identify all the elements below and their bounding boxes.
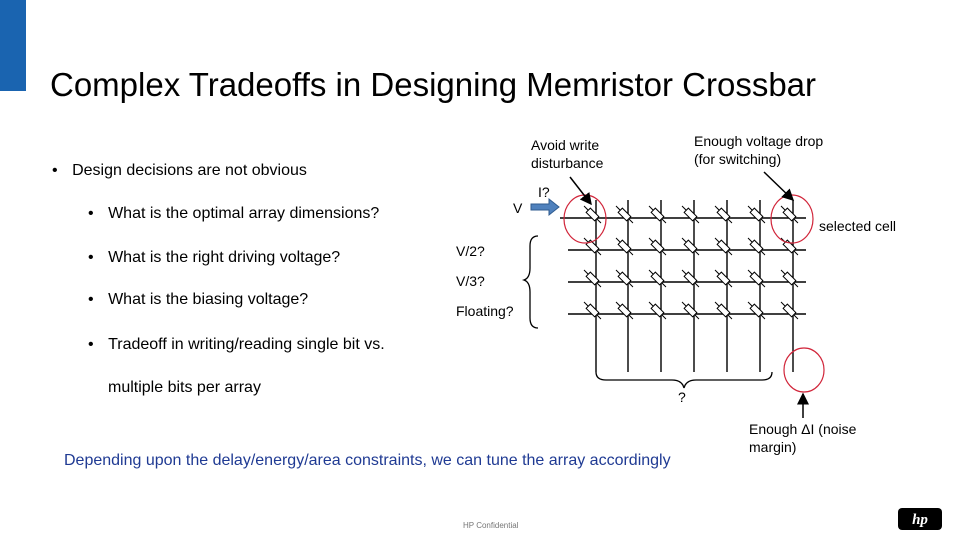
memristor-cell [647, 300, 668, 321]
bullet-marker: • [88, 291, 94, 308]
bullet-marker: • [88, 336, 94, 353]
output-column-circle [784, 348, 824, 392]
memristor-cell [614, 300, 635, 321]
column-question-label: ? [678, 389, 686, 405]
memristor-cell [779, 236, 800, 257]
memristor-cell [713, 204, 734, 225]
crossbar-grid [560, 200, 806, 372]
memristor-cell [647, 204, 668, 225]
memristor-cell [746, 300, 767, 321]
column-brace [596, 372, 772, 388]
row-brace [524, 236, 538, 328]
bullet-marker: • [88, 249, 94, 266]
memristor-cell [582, 204, 603, 225]
conclusion-text: Depending upon the delay/energy/area constraints, we can tune the array accordingly [64, 452, 671, 469]
input-arrow-icon [531, 199, 559, 215]
bullet-text: What is the optimal array dimensions? [108, 205, 380, 222]
selected-cell-circle-left [564, 195, 606, 243]
memristor-cell [779, 268, 800, 289]
footer-confidential: HP Confidential [463, 521, 519, 530]
memristor-cell [746, 204, 767, 225]
bullet-text: Tradeoff in writing/reading single bit vs. [108, 336, 385, 353]
bullet-text: What is the biasing voltage? [108, 291, 309, 308]
memristor-cell [680, 268, 701, 289]
voltage-label: V [513, 200, 523, 216]
memristor-cell [680, 300, 701, 321]
bullet-tradeoff-continuation: multiple bits per array [108, 379, 261, 396]
memristor-cell [680, 236, 701, 257]
memristor-cell [614, 268, 635, 289]
memristor-cells [582, 204, 800, 321]
selected-cell-label: selected cell [819, 218, 897, 234]
delta-i-label: Enough ΔI (noise margin) [749, 421, 857, 455]
memristor-cell [614, 236, 635, 257]
memristor-cell [713, 300, 734, 321]
enough-voltage-label: Enough voltage drop (for switching) [694, 133, 824, 167]
current-question-label: I? [538, 184, 550, 200]
memristor-cell [779, 300, 800, 321]
hp-logo-icon [898, 508, 942, 530]
memristor-cell [582, 268, 603, 289]
page-title: Complex Tradeoffs in Designing Memristor Crossbar [50, 66, 817, 103]
avoid-write-label: Avoid write disturbance [531, 137, 604, 171]
memristor-cell [582, 236, 603, 257]
memristor-cell [582, 300, 603, 321]
third-voltage-label: V/3? [456, 273, 485, 289]
floating-label: Floating? [456, 303, 514, 319]
memristor-cell [647, 236, 668, 257]
enough-voltage-arrow-icon [764, 172, 793, 200]
bullet-marker: • [88, 205, 94, 222]
memristor-cell [713, 236, 734, 257]
bullet-text: What is the right driving voltage? [108, 249, 341, 266]
half-voltage-label: V/2? [456, 243, 485, 259]
memristor-cell [713, 268, 734, 289]
memristor-cell [680, 204, 701, 225]
memristor-cell [614, 204, 635, 225]
bullet-marker: • [52, 162, 58, 179]
memristor-cell [746, 268, 767, 289]
svg-text:hp: hp [912, 512, 928, 528]
memristor-cell [746, 236, 767, 257]
memristor-cell [647, 268, 668, 289]
avoid-write-arrow-icon [570, 177, 591, 204]
bullet-text: Design decisions are not obvious [72, 162, 307, 179]
memristor-cell [779, 204, 800, 225]
